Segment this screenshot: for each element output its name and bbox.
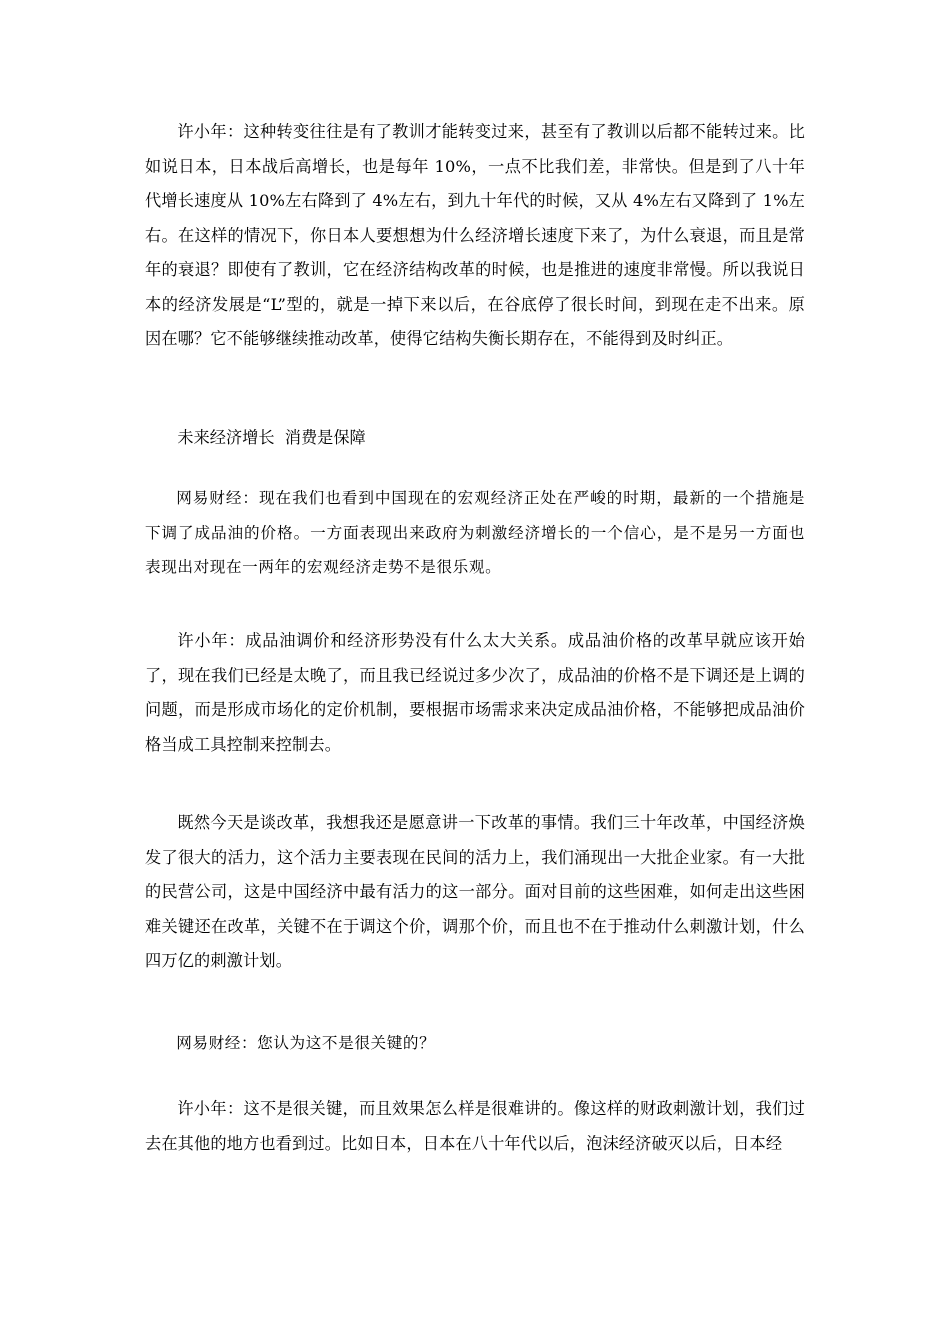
paragraph-xu-xiaonian-stimulus: 许小年：这不是很关键，而且效果怎么样是很难讲的。像这样的财政刺激计划，我们过去在其他的地方也看到过。比如日本，日本在八十年代以后，泡沫经济破灭以后，日本经	[145, 1099, 805, 1153]
paragraph-netease-question-oil-price: 网易财经：现在我们也看到中国现在的宏观经济正处在严峻的时期，最新的一个措施是下调了成品油的价格。一方面表现出来政府为刺激经济增长的一个信心，是不是另一方面也表现出对现在一两年的宏观经济走势不是很乐观。	[145, 489, 805, 576]
paragraph-xu-xiaonian-japan-reform: 许小年：这种转变往往是有了教训才能转变过来，甚至有了教训以后都不能转过来。比如说日本，日本战后高增长，也是每年 10%，一点不比我们差，非常快。但是到了八十年代增长速度从 10%左右降到了 4%左右，到九十年代的时候，又从 4%左右又降到了 1%左右。在这样的情况下，你日本人要想想为什么经济增长速度下来了，为什么衰退，而且是常年的衰退？即使有了教训，它在经济结构改革的时候，也是推进的速度非常慢。所以我说日本的经济发展是“L”型的，就是一掉下来以后，在谷底停了很长时间，到现在走不出来。原因在哪？它不能够继续推动改革，使得它结构失衡长期存在，不能得到及时纠正。	[145, 122, 805, 348]
paragraph-reform-discussion: 既然今天是谈改革，我想我还是愿意讲一下改革的事情。我们三十年改革，中国经济焕发了很大的活力，这个活力主要表现在民间的活力上，我们涌现出一大批企业家。有一大批的民营公司，这是中国经济中最有活力的这一部分。面对目前的这些困难，如何走出这些困难关键还在改革，关键不在于调这个价，调那个价，而且也不在于推动什么刺激计划，什么四万亿的刺激计划。	[145, 813, 805, 970]
paragraph-xu-xiaonian-oil-price-reform: 许小年：成品油调价和经济形势没有什么太大关系。成品油价格的改革早就应该开始了，现在我们已经是太晚了，而且我已经说过多少次了，成品油的价格不是下调还是上调的问题，而是形成市场化的定价机制，要根据市场需求来决定成品油价格，不能够把成品油价格当成工具控制来控制去。	[145, 631, 805, 754]
paragraph-netease-question-key: 网易财经：您认为这不是很关键的？	[176, 1034, 436, 1052]
section-heading: 未来经济增长 消费是保障	[177, 428, 366, 447]
